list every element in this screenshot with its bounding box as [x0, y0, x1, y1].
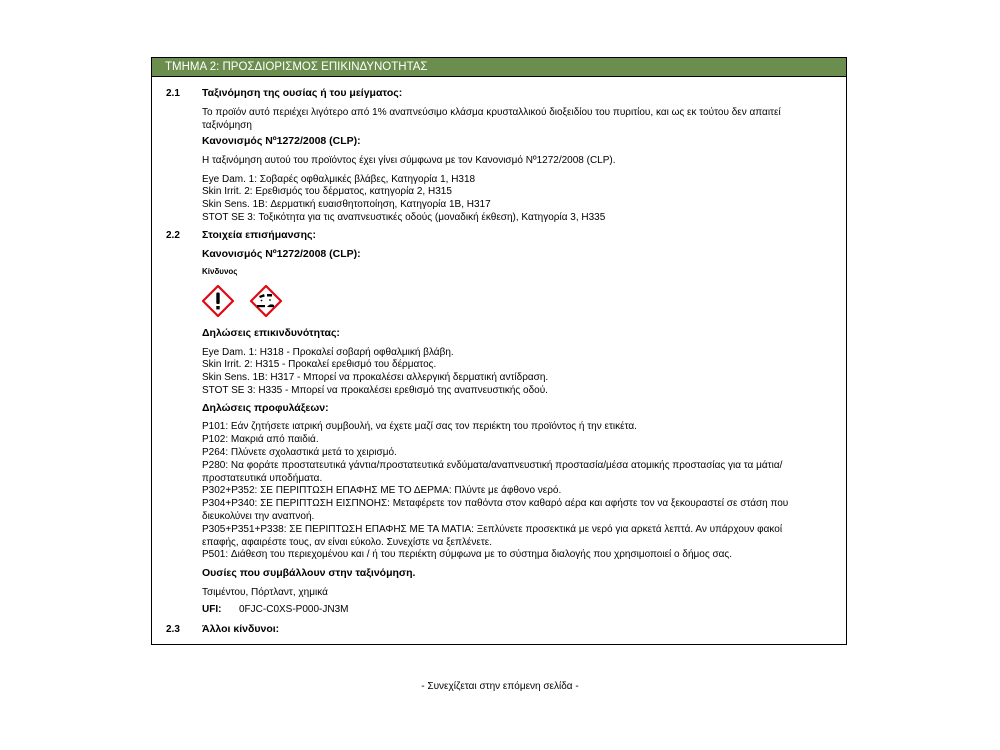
classification-item: Eye Dam. 1: Σοβαρές οφθαλμικές βλάβες, Κατηγορία 1, H318: [202, 174, 476, 185]
classification-item: Skin Irrit. 2: Ερεθισμός του δέρματος, κατηγορία 2, H315: [202, 186, 452, 197]
corrosion-ghs05-icon: [250, 285, 282, 317]
section-frame: [151, 57, 847, 645]
subsection-number-2-1: 2.1: [166, 88, 180, 99]
exclamation-mark-ghs07-icon: [202, 285, 234, 317]
clp-text: Η ταξινόμηση αυτού του προϊόντος έχει γίνει σύμφωνα με τον Κανονισμό Nº1272/2008 (CLP).: [202, 155, 616, 166]
classification-item: STOT SE 3: Τοξικότητα για τις αναπνευστικές οδούς (μοναδική έκθεση), Κατηγορία 3, H335: [202, 212, 606, 223]
classification-intro: Το προϊόν αυτό περιέχει λιγότερο από 1% αναπνεύσιμο κλάσμα κρυσταλλικού διοξειδίου του πυριτίου, και ως εκ τούτου δεν απαιτεί ταξινόμηση: [202, 107, 781, 131]
contributing-substances-text: Τσιμέντου, Πόρτλαντ, χημικά: [202, 587, 328, 598]
hazard-statements-heading: Δηλώσεις επικινδυνότητας:: [202, 327, 340, 339]
signal-word: Κίνδυνος: [202, 267, 238, 276]
precautionary-statement: P102: Μακριά από παιδιά.: [202, 434, 319, 445]
label-elements-heading: Στοιχεία επισήμανσης:: [202, 229, 316, 241]
ufi-value: 0FJC-C0XS-P000-JN3M: [239, 604, 349, 615]
hazard-statement: Eye Dam. 1: H318 - Προκαλεί σοβαρή οφθαλμική βλάβη.: [202, 347, 454, 358]
precautionary-statement: P264: Πλύνετε σχολαστικά μετά το χειρισμό.: [202, 447, 397, 458]
precautionary-statements-heading: Δηλώσεις προφυλάξεων:: [202, 402, 329, 414]
other-hazards-heading: Άλλοι κίνδυνοι:: [202, 623, 280, 635]
section-title: ΤΜΗΜΑ 2: ΠΡΟΣΔΙΟΡΙΣΜΟΣ ΕΠΙΚΙΝΔΥΝΟΤΗΤΑΣ: [152, 58, 846, 77]
ufi-label: UFI:: [202, 604, 222, 615]
precautionary-statement: P101: Εάν ζητήσετε ιατρική συμβουλή, να έχετε μαζί σας τον περιέκτη του προϊόντος ή την ετικέτα.: [202, 421, 637, 432]
hazard-statement: Skin Irrit. 2: H315 - Προκαλεί ερεθισμό του δέρματος.: [202, 359, 437, 370]
precautionary-statement: P305+P351+P338: ΣΕ ΠΕΡΙΠΤΩΣΗ ΕΠΑΦΗΣ ΜΕ ΤΑ ΜΑΤΙΑ: Ξεπλύνετε προσεκτικά με νερό για αρκετά λεπτά. Αν υπάρχουν φακοί επαφής, αφαιρέστε τους, αν είναι εύκολο. Συνεχίστε να ξεπλένετε.: [202, 524, 783, 548]
classification-item: Skin Sens. 1B: Δερματική ευαισθητοποίηση, Κατηγορία 1B, H317: [202, 199, 491, 210]
clp-heading-2-1: Κανονισμός Nº1272/2008 (CLP):: [202, 135, 361, 147]
precautionary-statement: P302+P352: ΣΕ ΠΕΡΙΠΤΩΣΗ ΕΠΑΦΗΣ ΜΕ ΤΟ ΔΕΡΜΑ: Πλύντε με άφθονο νερό.: [202, 485, 562, 496]
hazard-statement: STOT SE 3: H335 - Μπορεί να προκαλέσει ερεθισμό της αναπνευστικής οδού.: [202, 385, 548, 396]
continued-footer: - Συνεχίζεται στην επόμενη σελίδα -: [421, 681, 579, 692]
subsection-number-2-2: 2.2: [166, 230, 180, 241]
precautionary-statement: P501: Διάθεση του περιεχομένου και / ή του περιέκτη σύμφωνα με το σύστημα διαλογής που χρησιμοποιεί ο δήμος σας.: [202, 549, 732, 560]
clp-heading-2-2: Κανονισμός Nº1272/2008 (CLP):: [202, 248, 361, 260]
contributing-substances-heading: Ουσίες που συμβάλλουν στην ταξινόμηση.: [202, 567, 416, 579]
precautionary-statement: P304+P340: ΣΕ ΠΕΡΙΠΤΩΣΗ ΕΙΣΠΝΟΗΣ: Μεταφέρετε τον παθόντα στον καθαρό αέρα και αφήστε τον να ξεκουραστεί σε στάση που διευκολύνει την αναπνοή.: [202, 498, 789, 522]
subsection-number-2-3: 2.3: [166, 624, 180, 635]
precautionary-statement: P280: Να φοράτε προστατευτικά γάντια/προστατευτικά ενδύματα/αναπνευστική προστασία/μέσα ατομικής προστασίας για τα μάτια/προστατευτικά υποδήματα.: [202, 460, 783, 484]
classification-heading: Ταξινόμηση της ουσίας ή του μείγματος:: [202, 87, 403, 99]
hazard-statement: Skin Sens. 1B: H317 - Μπορεί να προκαλέσει αλλεργική δερματική αντίδραση.: [202, 372, 549, 383]
